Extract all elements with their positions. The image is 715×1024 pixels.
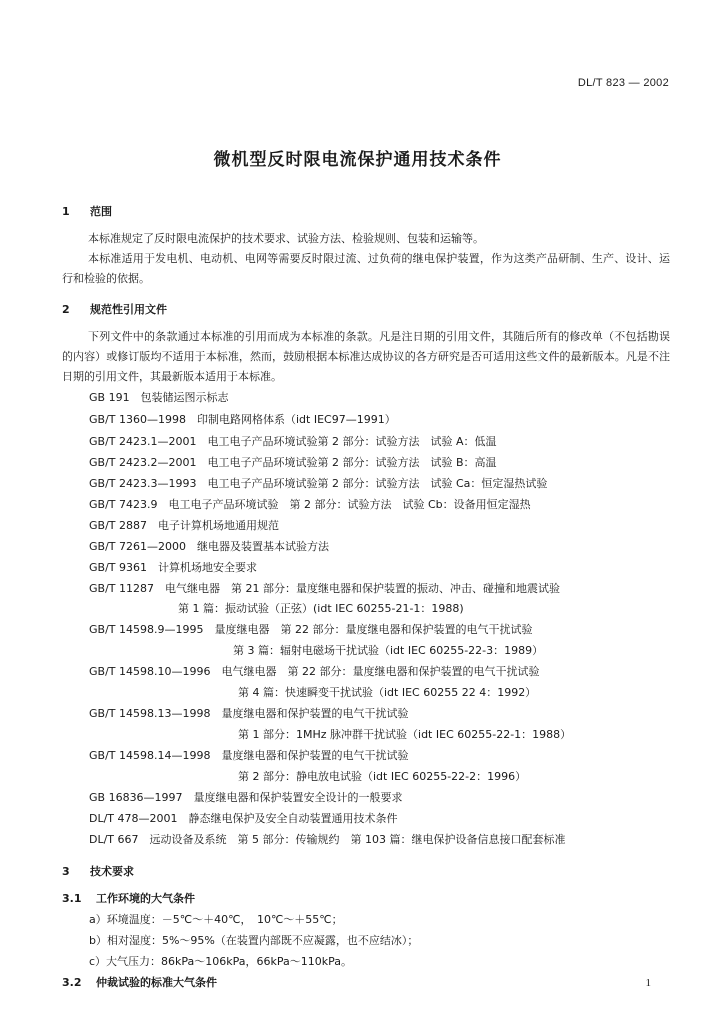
reference-subitem: 第 1 篇：振动试验（正弦）(idt IEC 60255-21-1：1988) <box>178 602 464 615</box>
reference-item: GB/T 2887 电子计算机场地通用规范 <box>89 519 279 532</box>
condition-item: c）大气压力：86kPa～106kPa，66kPa～110kPa。 <box>89 955 353 968</box>
section-2-paragraph-1: 下列文件中的条款通过本标准的引用而成为本标准的条款。凡是注日期的引用文件，其随后所有的修改单（不包括勘误的内容）或修订版均不适用于本标准，然而，鼓励根据本标准达成协议的各方研究是否可适用这些文件的最新版本。凡是不注日期的引用文件，其最新版本适用于本标准。 <box>62 330 670 383</box>
reference-item: GB/T 14598.10—1996 电气继电器 第 22 部分：量度继电器和保护装置的电气干扰试验 <box>89 665 540 678</box>
reference-item: GB 191 包装储运图示标志 <box>89 391 229 404</box>
standard-number: DL/T 823 — 2002 <box>577 77 669 89</box>
reference-item: GB/T 7261—2000 继电器及装置基本试验方法 <box>89 540 329 553</box>
reference-item: DL/T 667 远动设备及系统 第 5 部分：传输规约 第 103 篇：继电保护设备信息接口配套标准 <box>89 833 566 846</box>
section-number: 2 <box>62 303 70 316</box>
subsection-3-1-heading <box>62 890 195 906</box>
section-title: 范围 <box>90 205 112 218</box>
condition-item: a）环境温度：－5℃～＋40℃， 10℃～＋55℃； <box>89 913 343 926</box>
reference-item: GB/T 11287 电气继电器 第 21 部分：量度继电器和保护装置的振动、冲击、碰撞和地震试验 <box>89 582 560 595</box>
reference-item: GB/T 2423.2—2001 电工电子产品环境试验第 2 部分：试验方法 试验 B：高温 <box>89 456 497 469</box>
section-2-heading <box>62 301 167 317</box>
section-number: 1 <box>62 205 70 218</box>
subsection-number: 3.2 <box>62 976 82 989</box>
reference-subitem: 第 1 部分：1MHz 脉冲群干扰试验（idt IEC 60255-22-1：1988） <box>238 728 572 741</box>
subsection-title: 仲裁试验的标准大气条件 <box>96 976 217 989</box>
section-title: 技术要求 <box>90 865 134 878</box>
page-number: 1 <box>645 977 651 989</box>
section-1-paragraph-1: 本标准规定了反时限电流保护的技术要求、试验方法、检验规则、包装和运输等。 <box>88 232 484 245</box>
reference-item: GB/T 14598.9—1995 量度继电器 第 22 部分：量度继电器和保护装置的电气干扰试验 <box>89 623 533 636</box>
section-1-paragraph-2: 本标准适用于发电机、电动机、电网等需要反时限过流、过负荷的继电保护装置，作为这类产品研制、生产、设计、运行和检验的依据。 <box>62 252 670 285</box>
reference-subitem: 第 4 篇：快速瞬变干扰试验（idt IEC 60255 22 4：1992） <box>238 686 537 699</box>
subsection-3-2-heading <box>62 974 217 990</box>
reference-item: GB/T 2423.3—1993 电工电子产品环境试验第 2 部分：试验方法 试验 Ca：恒定湿热试验 <box>89 477 548 490</box>
reference-item: GB/T 9361 计算机场地安全要求 <box>89 561 257 574</box>
document-title: 微机型反时限电流保护通用技术条件 <box>213 150 502 170</box>
subsection-number: 3.1 <box>62 892 82 905</box>
reference-item: GB/T 14598.14—1998 量度继电器和保护装置的电气干扰试验 <box>89 749 409 762</box>
section-3-heading <box>62 863 134 879</box>
reference-item: GB 16836—1997 量度继电器和保护装置安全设计的一般要求 <box>89 791 403 804</box>
section-number: 3 <box>62 865 70 878</box>
reference-subitem: 第 3 篇：辐射电磁场干扰试验（idt IEC 60255-22-3：1989） <box>233 644 544 657</box>
subsection-title: 工作环境的大气条件 <box>96 892 195 905</box>
reference-subitem: 第 2 部分：静电放电试验（idt IEC 60255-22-2：1996） <box>238 770 527 783</box>
condition-item: b）相对湿度：5%～95%（在装置内部既不应凝露，也不应结冰）； <box>89 934 419 947</box>
reference-item: GB/T 1360—1998 印制电路网格体系（idt IEC97—1991） <box>89 413 396 426</box>
reference-item: GB/T 14598.13—1998 量度继电器和保护装置的电气干扰试验 <box>89 707 409 720</box>
reference-item: DL/T 478—2001 静态继电保护及安全自动装置通用技术条件 <box>89 812 398 825</box>
reference-item: GB/T 7423.9 电工电子产品环境试验 第 2 部分：试验方法 试验 Cb：设备用恒定湿热 <box>89 498 531 511</box>
section-title: 规范性引用文件 <box>90 303 167 316</box>
reference-item: GB/T 2423.1—2001 电工电子产品环境试验第 2 部分：试验方法 试验 A：低温 <box>89 435 497 448</box>
section-1-heading <box>62 203 112 219</box>
